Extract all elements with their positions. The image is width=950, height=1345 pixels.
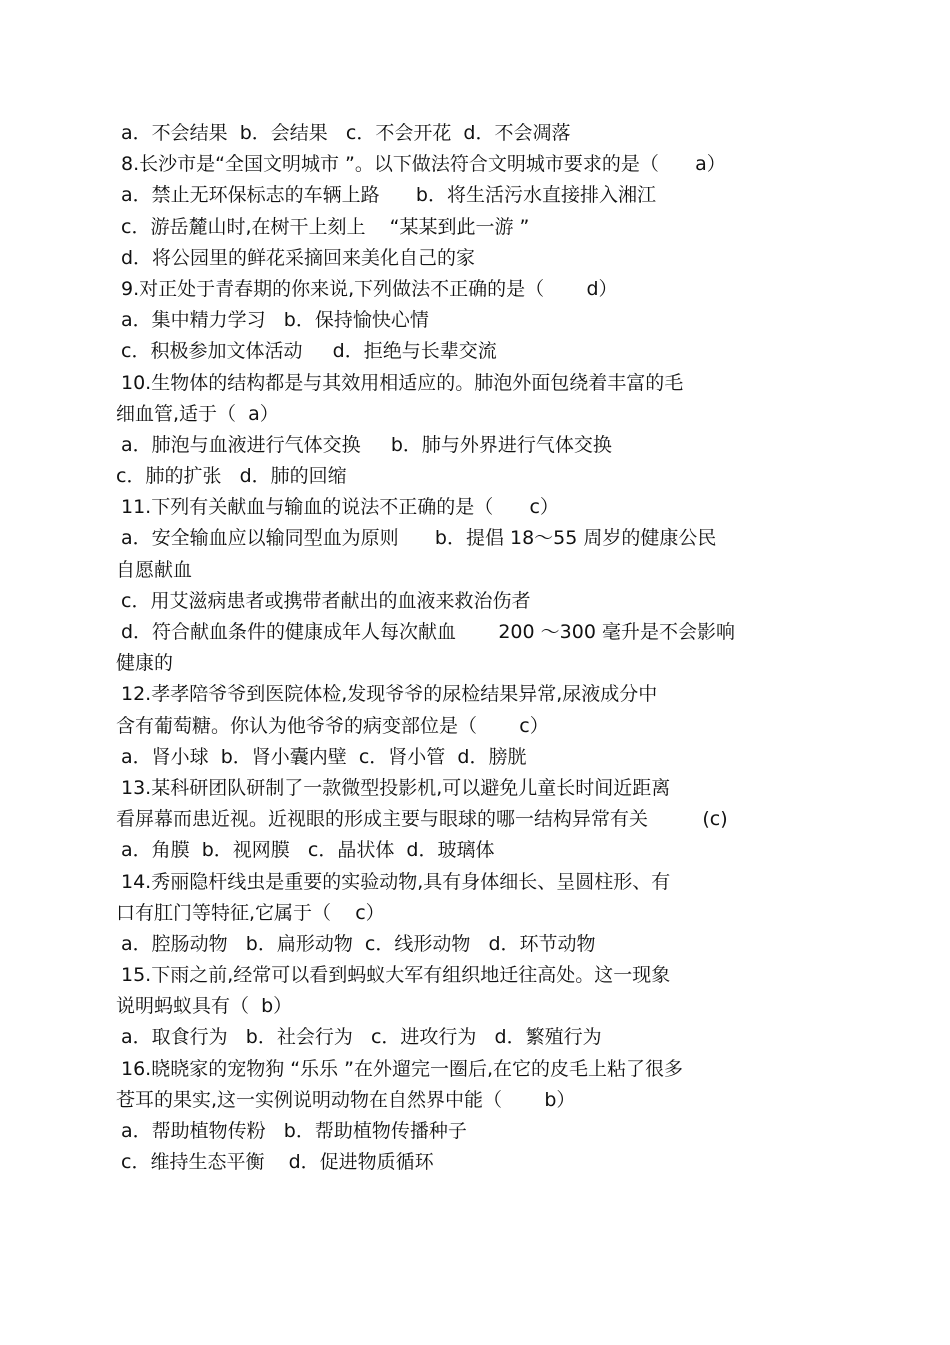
- text-line: 8.长沙市是“全国文明城市 ”。以下做法符合文明城市要求的是（ a）: [121, 153, 726, 176]
- text-line: a．安全输血应以输同型血为原则 b．提倡 18～55 周岁的健康公民: [121, 527, 717, 550]
- text-line: c．用艾滋病患者或携带者献出的血液来救治伤者: [121, 589, 531, 612]
- text-line: 12.孝孝陪爷爷到医院体检,发现爷爷的尿检结果异常,尿液成分中: [121, 683, 658, 706]
- text-line: 13.某科研团队研制了一款微型投影机,可以避免儿童长时间近距离: [121, 776, 671, 799]
- text-line: 自愿献血: [116, 558, 193, 581]
- text-line: 看屏幕而患近视。近视眼的形成主要与眼球的哪一结构异常有关 (c): [116, 808, 728, 831]
- text-line: c．游岳麓山时,在树干上刻上 “某某到此一游 ”: [121, 215, 530, 238]
- text-line: d．将公园里的鲜花采摘回来美化自己的家: [121, 246, 476, 269]
- text-line: a．帮助植物传粉 b．帮助植物传播种子: [121, 1120, 467, 1142]
- text-line: 10.生物体的结构都是与其效用相适应的。肺泡外面包绕着丰富的毛: [121, 371, 684, 394]
- text-line: a．集中精力学习 b．保持愉快心情: [121, 309, 429, 332]
- text-line: 口有肛门等特征,它属于（ c）: [116, 901, 385, 924]
- text-line: a．肾小球 b．肾小囊内壁 c．肾小管 d．膀胱: [121, 745, 527, 768]
- question-text-block: [116, 118, 836, 1178]
- text-line: c．肺的扩张 d．肺的回缩: [116, 465, 347, 488]
- text-line: 健康的: [116, 652, 174, 675]
- text-line: a．禁止无环保标志的车辆上路 b．将生活污水直接排入湘江: [121, 184, 656, 207]
- text-line: c．积极参加文体活动 d．拒绝与长辈交流: [121, 340, 497, 363]
- text-line: d．符合献血条件的健康成年人每次献血 200 ～300 毫升是不会影响: [121, 621, 735, 643]
- text-line: 说明蚂蚁具有（ b）: [116, 995, 293, 1018]
- text-line: c．维持生态平衡 d．促进物质循环: [121, 1151, 434, 1174]
- text-line: 11.下列有关献血与输血的说法不正确的是（ c）: [121, 496, 559, 519]
- text-line: 含有葡萄糖。你认为他爷爷的病变部位是（ c）: [116, 714, 549, 737]
- text-line: a．腔肠动物 b．扁形动物 c．线形动物 d．环节动物: [121, 932, 596, 955]
- text-line: a．肺泡与血液进行气体交换 b．肺与外界进行气体交换: [121, 433, 612, 456]
- text-line: a．取食行为 b．社会行为 c．进攻行为 d．繁殖行为: [121, 1026, 602, 1049]
- text-line: 16.晓晓家的宠物狗 “乐乐 ”在外遛完一圈后,在它的皮毛上粘了很多: [121, 1057, 684, 1080]
- text-line: 苍耳的果实,这一实例说明动物在自然界中能（ b）: [116, 1088, 576, 1111]
- text-line: a．角膜 b．视网膜 c．晶状体 d．玻璃体: [121, 839, 495, 862]
- text-line: 15.下雨之前,经常可以看到蚂蚁大军有组织地迁往高处。这一现象: [121, 964, 671, 987]
- text-line: 细血管,适于（ a）: [116, 402, 279, 425]
- text-line: a．不会结果 b．会结果 c．不会开花 d．不会凋落: [121, 122, 571, 144]
- text-line: 14.秀丽隐杆线虫是重要的实验动物,具有身体细长、呈圆柱形、有: [121, 870, 671, 893]
- text-line: 9.对正处于青春期的你来说,下列做法不正确的是（ d）: [121, 277, 618, 300]
